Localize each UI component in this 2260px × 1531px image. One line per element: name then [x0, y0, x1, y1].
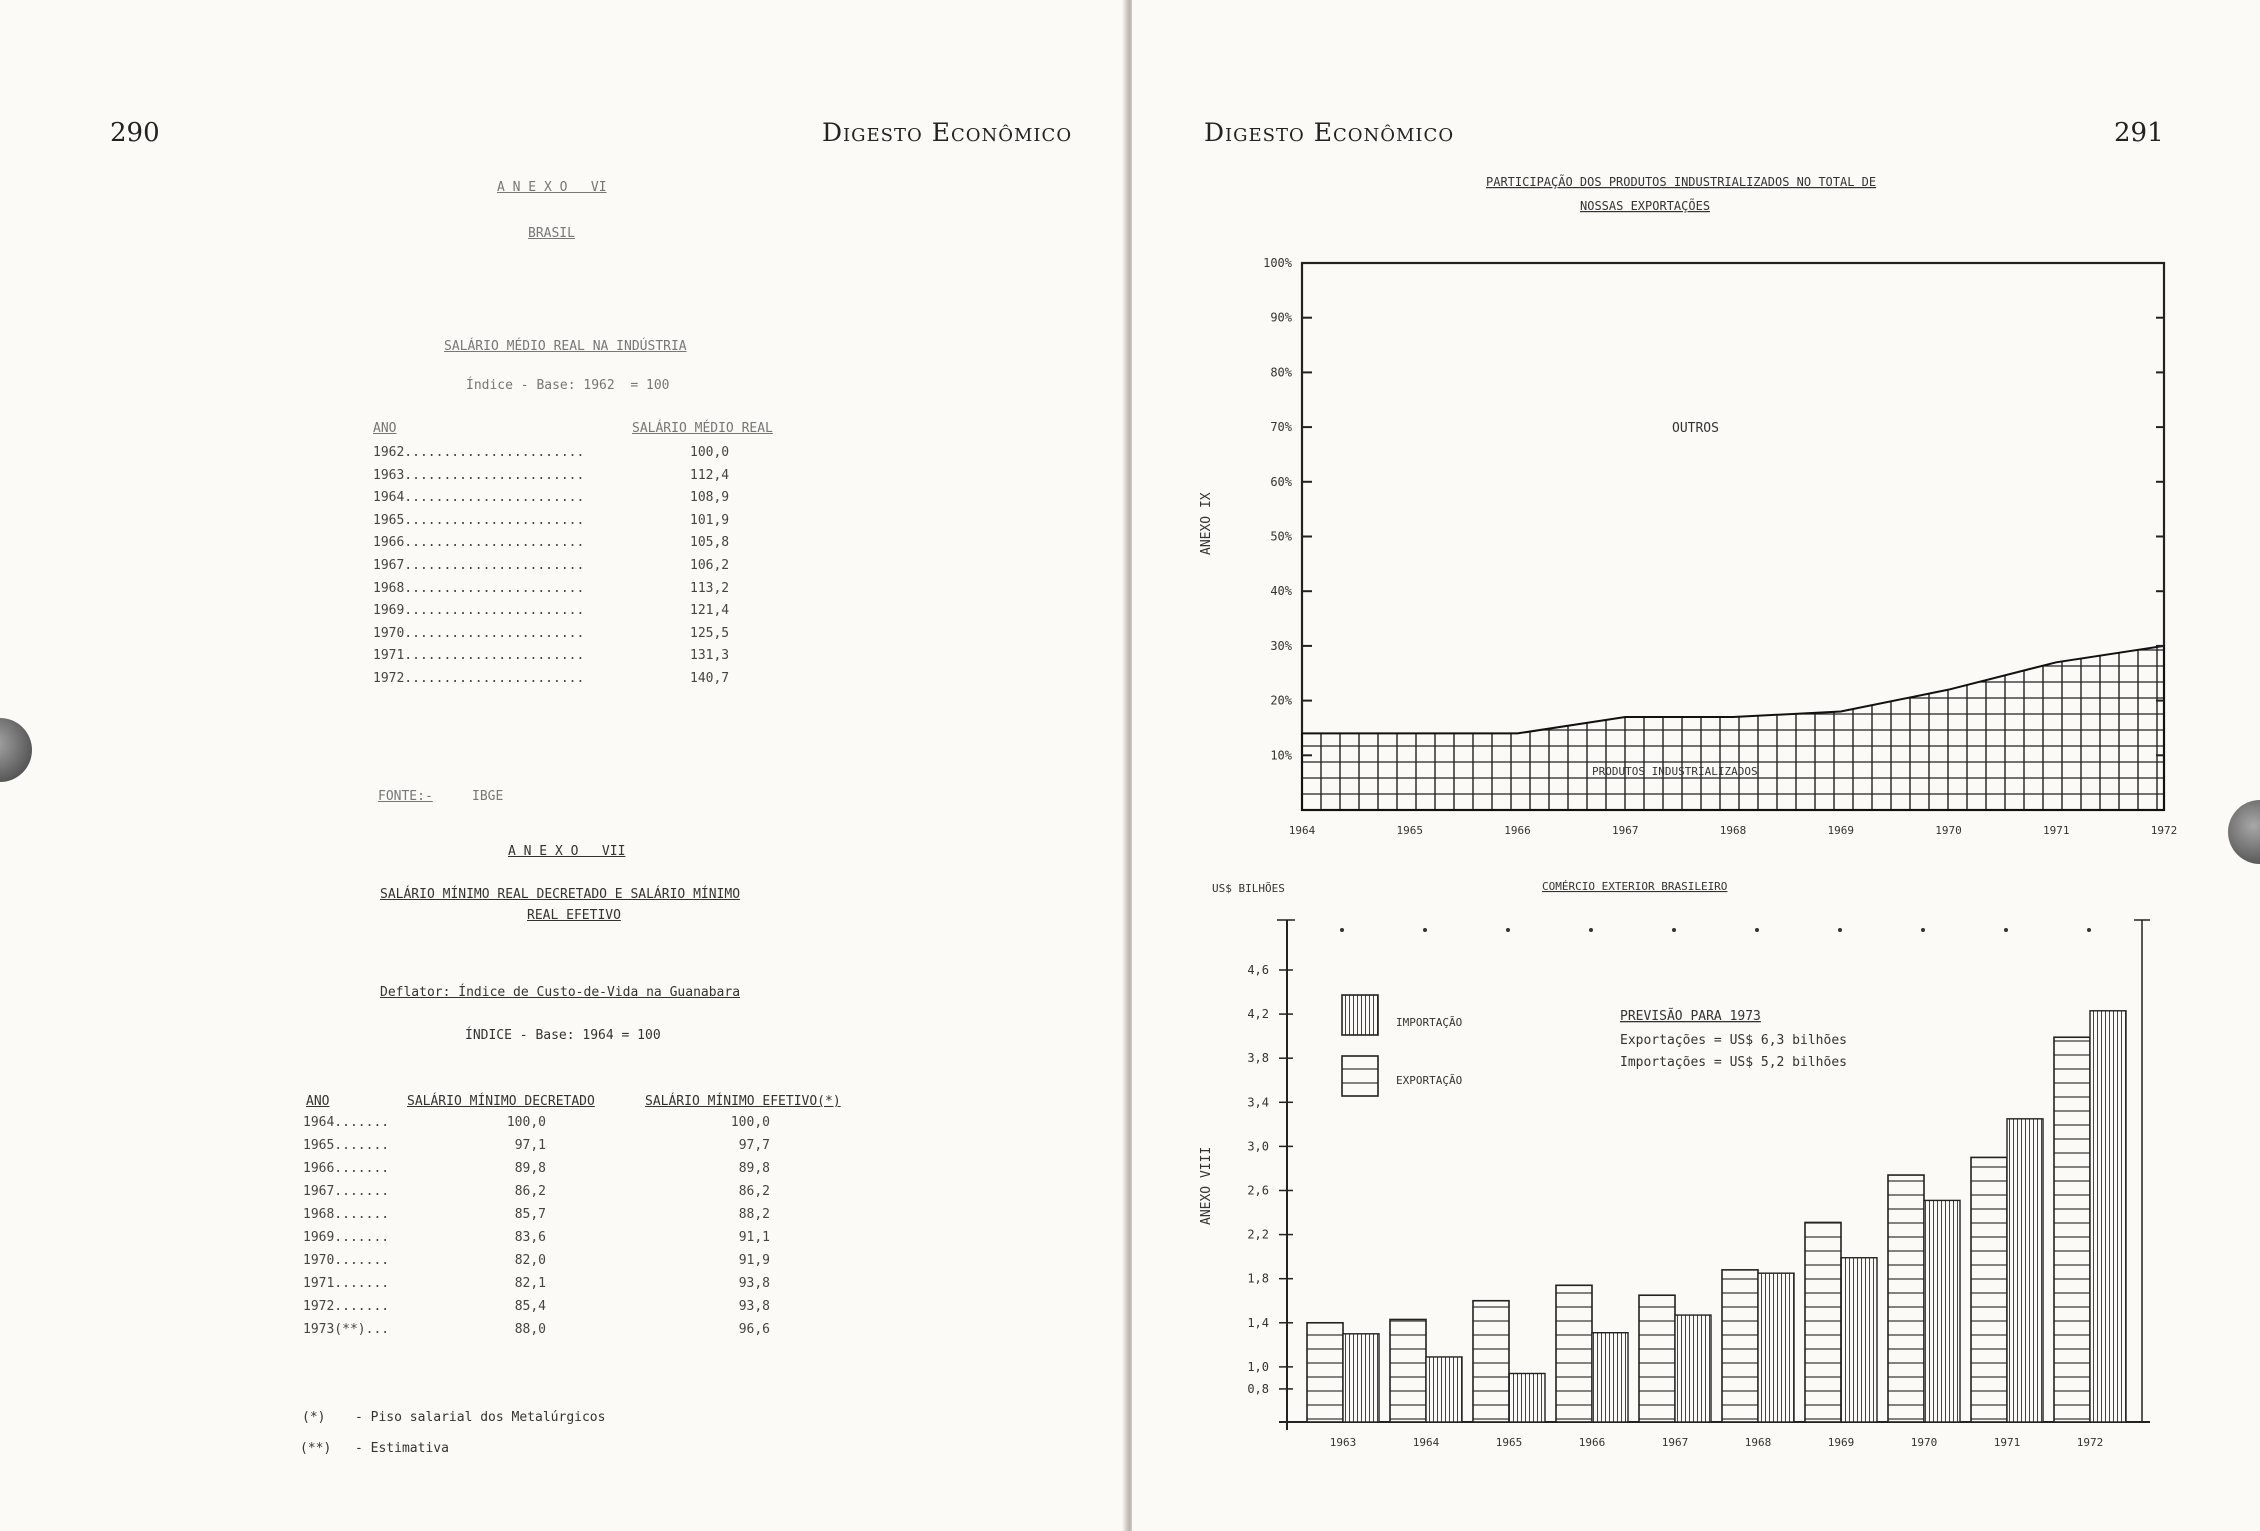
area-ytick-label: 30% [1270, 638, 1292, 653]
bar-import [1758, 1273, 1794, 1422]
bar-export [1390, 1319, 1426, 1422]
anexo7-row-effective: 91,1 [738, 1230, 770, 1245]
area-ytick-label: 100% [1263, 256, 1292, 270]
bar-export [1639, 1295, 1675, 1422]
bar-top-dot [1755, 928, 1759, 932]
anexo7-row-year: 1971....... [303, 1276, 390, 1291]
area-title-1: PARTICIPAÇÃO DOS PRODUTOS INDUSTRIALIZADOS NO TOTAL DE [1486, 175, 1877, 189]
area-xtick-label: 1971 [2043, 824, 2070, 837]
anexo7-subtitle-2: REAL EFETIVO [527, 908, 621, 923]
bar-import [1924, 1200, 1960, 1422]
anexo7-row-year: 1967....... [303, 1184, 390, 1199]
area-xtick-label: 1970 [1935, 824, 1962, 837]
bar-import [1343, 1334, 1379, 1422]
bar-ytick-label: 2,2 [1247, 1227, 1269, 1242]
area-hatch [1302, 263, 2164, 810]
anexo7-row-effective: 88,2 [738, 1207, 770, 1222]
area-xtick-label: 1968 [1719, 824, 1747, 837]
bar-top-dot [2087, 928, 2091, 932]
anexo6-table-title: SALÁRIO MÉDIO REAL NA INDÚSTRIA [444, 339, 687, 354]
anexo7-row-year: 1968....... [303, 1207, 390, 1222]
bar-ytick-label: 1,4 [1247, 1315, 1269, 1330]
anexo7-row-decreed: 85,4 [514, 1299, 546, 1314]
bar-top-dot [1423, 928, 1427, 932]
bar-import [2090, 1011, 2126, 1422]
area-side-label: ANEXO IX [1199, 492, 1214, 555]
area-top-label: OUTROS [1672, 421, 1719, 436]
anexo6-row-value: 101,9 [690, 512, 730, 528]
area-ytick-label: 40% [1270, 584, 1292, 599]
bar-top-dot [1921, 928, 1925, 932]
bar-xtick-label: 1971 [1993, 1436, 2021, 1449]
bar-top-dot [1340, 928, 1344, 932]
anexo7-row-decreed: 85,7 [514, 1207, 546, 1222]
bar-export [1722, 1270, 1758, 1422]
left-page [0, 0, 1126, 1531]
forecast-import: Importações = US$ 5,2 bilhões [1620, 1055, 1847, 1070]
binder-hole-left [0, 718, 32, 782]
area-ytick-label: 90% [1270, 310, 1292, 325]
bar-top-dot [2004, 928, 2008, 932]
area-xtick-label: 1967 [1612, 824, 1639, 837]
area-ytick-label: 60% [1270, 474, 1292, 489]
bar-ytick-label: 4,2 [1247, 1007, 1269, 1022]
bar-ytick-label: 0,8 [1247, 1381, 1269, 1396]
anexo7-index-note: ÍNDICE - Base: 1964 = 100 [465, 1028, 661, 1043]
anexo6-row-value: 100,0 [690, 445, 730, 460]
bar-xtick-label: 1972 [2076, 1436, 2104, 1449]
anexo6-row-value: 121,4 [690, 603, 730, 619]
bar-top-dot [1589, 928, 1593, 932]
right-page-number: 291 [2114, 118, 2164, 148]
note-2-mark: (**) [300, 1441, 332, 1456]
bar-import [1509, 1373, 1545, 1422]
anexo7-row-year: 1964....... [303, 1115, 390, 1130]
anexo7-row-effective: 100,0 [730, 1115, 770, 1130]
anexo6-row-year: 1970....................... [373, 625, 585, 641]
anexo7-row-effective: 91,9 [738, 1253, 770, 1268]
bar-xtick-label: 1963 [1329, 1436, 1357, 1449]
area-ytick-label: 80% [1270, 365, 1292, 380]
anexo6-row-value: 140,7 [690, 671, 730, 686]
anexo7-col-effective: SALÁRIO MÍNIMO EFETIVO(*) [645, 1094, 841, 1109]
anexo6-row-year: 1968....................... [373, 580, 585, 596]
anexo7-row-effective: 89,8 [738, 1161, 770, 1176]
bar-ytick-label: 2,6 [1247, 1183, 1269, 1198]
anexo6-row-value: 105,8 [690, 535, 730, 551]
anexo7-col-decreed: SALÁRIO MÍNIMO DECRETADO [407, 1094, 595, 1109]
forecast-export: Exportações = US$ 6,3 bilhões [1620, 1033, 1847, 1048]
area-frame [1302, 263, 2164, 810]
legend-import-swatch [1342, 995, 1378, 1035]
bar-title: COMÉRCIO EXTERIOR BRASILEIRO [1542, 880, 1728, 893]
area-title-2: NOSSAS EXPORTAÇÕES [1580, 199, 1711, 213]
anexo7-row-decreed: 82,1 [514, 1276, 546, 1291]
anexo6-row-year: 1963....................... [373, 467, 585, 483]
anexo7-subtitle-1: SALÁRIO MÍNIMO REAL DECRETADO E SALÁRIO MÍNIMO [380, 887, 741, 902]
left-running-head: Digesto Econômico [822, 118, 1073, 147]
area-ytick-label: 70% [1270, 420, 1292, 435]
anexo6-row-value: 106,2 [690, 558, 730, 573]
anexo7-row-year: 1969....... [303, 1230, 390, 1245]
anexo7-row-decreed: 86,2 [514, 1184, 546, 1199]
bar-ytick-label: 1,8 [1247, 1271, 1269, 1286]
note-2-text: - Estimativa [355, 1441, 449, 1456]
anexo6-row-value: 113,2 [690, 580, 730, 596]
legend-export-label: EXPORTAÇÃO [1396, 1074, 1463, 1087]
anexo7-row-effective: 86,2 [738, 1184, 770, 1199]
anexo6-col-value: SALÁRIO MÉDIO REAL [632, 421, 773, 436]
right-running-head: Digesto Econômico [1204, 118, 1455, 147]
anexo6-row-year: 1971....................... [373, 648, 585, 664]
area-series-outline [1302, 646, 2164, 810]
anexo6-row-value: 108,9 [690, 490, 730, 506]
forecast-title: PREVISÃO PARA 1973 [1620, 1009, 1761, 1024]
bar-export [2054, 1037, 2090, 1422]
bar-ytick-label: 3,8 [1247, 1051, 1269, 1066]
anexo7-row-decreed: 82,0 [514, 1253, 546, 1268]
area-xtick-label: 1969 [1827, 824, 1854, 837]
anexo7-title: A N E X O VII [508, 844, 626, 859]
anexo6-col-year: ANO [373, 421, 397, 436]
bar-export [1307, 1323, 1343, 1422]
anexo7-deflator: Deflator: Índice de Custo-de-Vida na Guanabara [380, 985, 741, 1000]
anexo6-row-value: 125,5 [690, 625, 730, 641]
anexo6-row-year: 1964....................... [373, 490, 585, 506]
note-1-text: - Piso salarial dos Metalúrgicos [355, 1410, 606, 1425]
bar-side-label: ANEXO VIII [1199, 1146, 1214, 1225]
bar-xtick-label: 1964 [1412, 1436, 1440, 1449]
bar-top-dot [1506, 928, 1510, 932]
anexo6-row-value: 112,4 [690, 467, 730, 483]
bar-import [1592, 1333, 1628, 1422]
anexo6-country: BRASIL [528, 226, 575, 241]
anexo7-row-year: 1973(**)... [303, 1322, 390, 1337]
bar-import [1675, 1315, 1711, 1422]
bar-ylabel: US$ BILHÕES [1212, 882, 1285, 895]
area-xtick-label: 1966 [1504, 824, 1531, 837]
anexo7-row-effective: 96,6 [738, 1322, 770, 1337]
bar-xtick-label: 1966 [1578, 1436, 1606, 1449]
anexo7-row-year: 1972....... [303, 1299, 390, 1314]
area-ytick-label: 50% [1270, 529, 1292, 544]
anexo7-row-effective: 93,8 [738, 1299, 770, 1314]
bar-export [1971, 1157, 2007, 1422]
anexo6-row-year: 1966....................... [373, 535, 585, 551]
bar-xtick-label: 1968 [1744, 1436, 1772, 1449]
left-page-number: 290 [110, 118, 160, 148]
bar-import [2007, 1119, 2043, 1422]
anexo6-row-year: 1972....................... [373, 671, 585, 686]
bar-xtick-label: 1969 [1827, 1436, 1855, 1449]
area-ytick-label: 10% [1270, 748, 1292, 763]
anexo7-row-effective: 93,8 [738, 1276, 770, 1291]
anexo6-title: A N E X O VI [497, 180, 607, 195]
note-1-mark: (*) [302, 1410, 326, 1425]
area-xtick-label: 1964 [1288, 824, 1316, 837]
bar-xtick-label: 1967 [1661, 1436, 1689, 1449]
area-xtick-label: 1965 [1396, 824, 1423, 837]
bar-export [1805, 1222, 1841, 1422]
anexo6-row-year: 1962....................... [373, 445, 585, 460]
bar-export [1473, 1301, 1509, 1422]
anexo6-row-year: 1965....................... [373, 512, 585, 528]
anexo6-row-value: 131,3 [690, 648, 730, 664]
anexo6-row-year: 1969....................... [373, 603, 585, 619]
industrial-share-chart [1132, 160, 2260, 850]
anexo6-index-note: Índice - Base: 1962 = 100 [466, 378, 670, 393]
area-xtick-label: 1972 [2150, 824, 2178, 837]
bar-top-dot [1838, 928, 1842, 932]
foreign-trade-chart [1132, 860, 2260, 1480]
bar-top-dot [1672, 928, 1676, 932]
anexo7-row-decreed: 89,8 [514, 1161, 546, 1176]
bar-import [1841, 1258, 1877, 1422]
bar-import [1426, 1357, 1462, 1422]
anexo7-row-year: 1966....... [303, 1161, 390, 1176]
area-series-label: PRODUTOS INDUSTRIALIZADOS [1592, 765, 1758, 778]
bar-xtick-label: 1965 [1495, 1436, 1523, 1449]
anexo7-row-year: 1965....... [303, 1138, 390, 1153]
bar-ytick-label: 4,6 [1247, 963, 1269, 977]
legend-import-label: IMPORTAÇÃO [1396, 1016, 1463, 1029]
bar-ytick-label: 3,0 [1247, 1139, 1269, 1154]
bar-xtick-label: 1970 [1910, 1436, 1938, 1449]
anexo7-row-effective: 97,7 [738, 1138, 770, 1153]
area-ytick-label: 20% [1270, 693, 1292, 708]
anexo6-source-label: FONTE:- [378, 789, 433, 804]
anexo7-row-decreed: 83,6 [514, 1230, 546, 1245]
bar-ytick-label: 1,0 [1247, 1359, 1269, 1374]
bar-ytick-label: 3,4 [1247, 1095, 1269, 1110]
anexo7-col-year: ANO [306, 1094, 330, 1109]
anexo7-row-year: 1970....... [303, 1253, 390, 1268]
anexo6-source-value: IBGE [472, 789, 504, 804]
bar-export [1888, 1175, 1924, 1422]
anexo6-row-year: 1967....................... [373, 558, 585, 573]
right-page [1132, 0, 2260, 1531]
anexo7-row-decreed: 100,0 [506, 1115, 546, 1130]
legend-export-swatch [1342, 1056, 1378, 1096]
bar-export [1556, 1285, 1592, 1422]
anexo7-row-decreed: 97,1 [514, 1138, 546, 1153]
anexo7-row-decreed: 88,0 [514, 1322, 546, 1337]
